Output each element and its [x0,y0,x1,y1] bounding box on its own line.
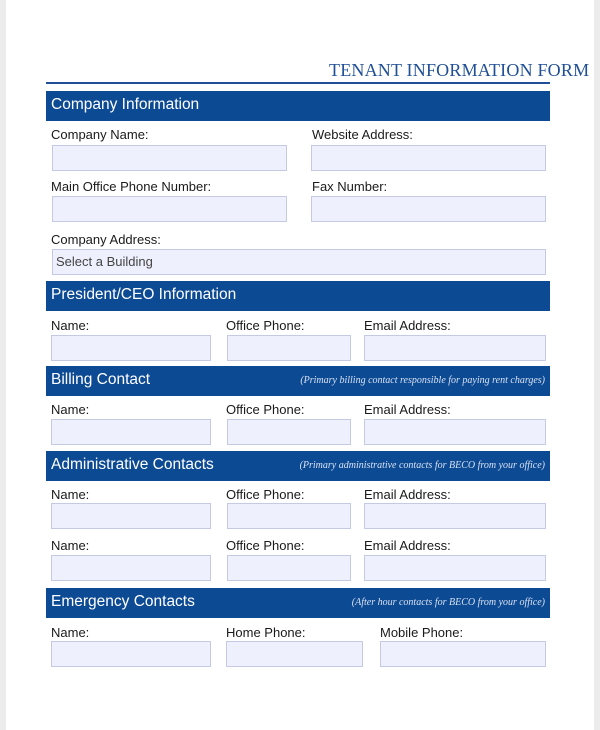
admin-office-phone-input-1[interactable] [227,503,351,529]
section-billing-title: Billing Contact [51,371,151,388]
admin-email-label-1: Email Address: [364,487,451,502]
admin-name-label-1: Name: [51,487,90,502]
section-emergency-header [46,588,550,618]
emergency-home-phone-label: Home Phone: [226,625,306,640]
title-rule [46,82,550,84]
section-president-title: President/CEO Information [51,286,237,303]
president-name-label: Name: [51,318,90,333]
section-company-title: Company Information [51,96,200,113]
admin-office-phone-label-2: Office Phone: [226,538,305,553]
billing-office-phone-input[interactable] [227,419,351,445]
fax-label: Fax Number: [312,179,388,194]
admin-name-label-2: Name: [51,538,90,553]
company-name-input[interactable] [52,145,287,171]
company-name-label: Company Name: [51,127,149,142]
section-company-header [46,91,550,121]
main-phone-input[interactable] [52,196,287,222]
emergency-name-input[interactable] [51,641,211,667]
admin-email-input-2[interactable] [364,555,546,581]
admin-office-phone-input-2[interactable] [227,555,351,581]
admin-name-input-2[interactable] [51,555,211,581]
admin-email-label-2: Email Address: [364,538,451,553]
emergency-home-phone-input[interactable] [226,641,363,667]
president-email-input[interactable] [364,335,546,361]
website-label: Website Address: [312,127,413,142]
building-select[interactable]: Select a Building [52,249,546,275]
website-input[interactable] [311,145,546,171]
company-address-label: Company Address: [51,232,161,247]
section-admin-title: Administrative Contacts [51,456,214,473]
billing-name-label: Name: [51,402,90,417]
billing-office-phone-label: Office Phone: [226,402,305,417]
admin-name-input-1[interactable] [51,503,211,529]
section-president-header [46,281,550,311]
section-admin-header [46,451,550,481]
form-page [6,0,594,730]
president-name-input[interactable] [51,335,211,361]
admin-office-phone-label-1: Office Phone: [226,487,305,502]
main-phone-label: Main Office Phone Number: [51,179,212,194]
billing-note: (Primary billing contact responsible for paying rent charges) [300,375,545,386]
emergency-note: (After hour contacts for BECO from your office) [351,597,545,608]
admin-email-input-1[interactable] [364,503,546,529]
fax-input[interactable] [311,196,546,222]
section-emergency-title: Emergency Contacts [51,593,195,610]
billing-email-label: Email Address: [364,402,451,417]
billing-email-input[interactable] [364,419,546,445]
billing-name-input[interactable] [51,419,211,445]
section-billing-header [46,366,550,396]
admin-note: (Primary administrative contacts for BECO from your office) [299,460,545,471]
form-title: TENANT INFORMATION FORM [329,60,590,80]
president-email-label: Email Address: [364,318,451,333]
emergency-mobile-phone-input[interactable] [380,641,546,667]
emergency-mobile-phone-label: Mobile Phone: [380,625,464,640]
emergency-name-label: Name: [51,625,90,640]
president-office-phone-label: Office Phone: [226,318,305,333]
president-office-phone-input[interactable] [227,335,351,361]
